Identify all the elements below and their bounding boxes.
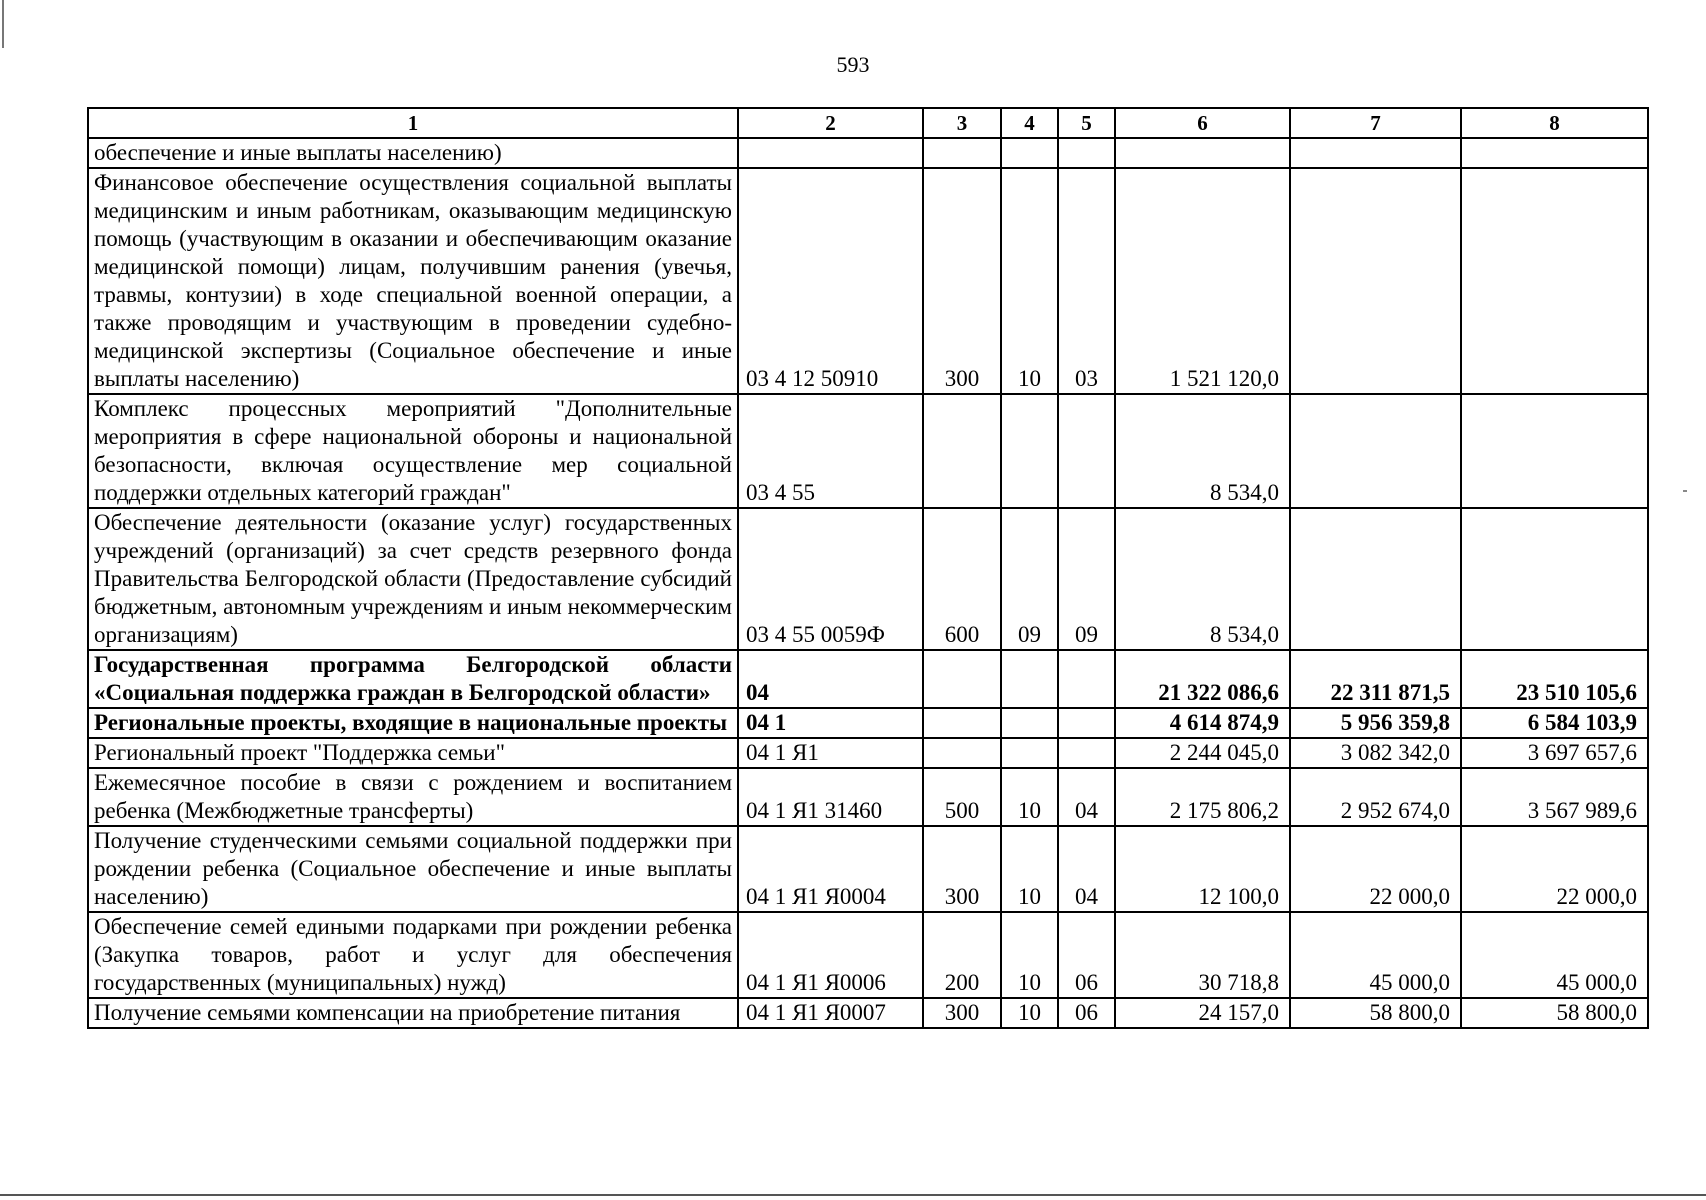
row-col5-cell: 03 xyxy=(1058,168,1115,394)
row-col3-cell xyxy=(923,650,1001,708)
row-value8-cell: 3 697 657,6 xyxy=(1461,738,1648,768)
row-code-cell: 04 1 Я1 xyxy=(738,738,923,768)
row-col4-cell xyxy=(1001,738,1058,768)
row-col3-cell xyxy=(923,394,1001,508)
row-col3-cell: 300 xyxy=(923,826,1001,912)
row-col5-cell: 04 xyxy=(1058,768,1115,826)
row-value8-cell: 22 000,0 xyxy=(1461,826,1648,912)
row-value6-cell xyxy=(1115,138,1290,168)
table-row xyxy=(88,826,1648,912)
row-value6-cell: 8 534,0 xyxy=(1115,508,1290,650)
row-value8-cell xyxy=(1461,138,1648,168)
row-col4-cell xyxy=(1001,650,1058,708)
row-name-cell: Региональный проект "Поддержка семьи" xyxy=(88,738,738,768)
row-code-cell: 03 4 55 0059Ф xyxy=(738,508,923,650)
row-value6-cell: 8 534,0 xyxy=(1115,394,1290,508)
header-cell-2: 2 xyxy=(738,108,923,138)
row-col4-cell: 10 xyxy=(1001,168,1058,394)
row-col3-cell xyxy=(923,138,1001,168)
header-cell-5: 5 xyxy=(1058,108,1115,138)
row-name-cell: Обеспечение деятельности (оказание услуг) государственных учреждений (организаций) за счет средств резервного фонда Правительства Белгородской области (Предоставление субсидий бюджетным, автономным учреждениям и иным некоммерческим организациям) xyxy=(88,508,738,650)
table-body xyxy=(88,138,1648,1028)
row-col4-cell xyxy=(1001,708,1058,738)
row-value8-cell xyxy=(1461,508,1648,650)
row-col5-cell xyxy=(1058,138,1115,168)
row-name-cell: обеспечение и иные выплаты населению) xyxy=(88,138,738,168)
row-value7-cell: 58 800,0 xyxy=(1290,998,1461,1028)
table-row xyxy=(88,912,1648,998)
budget-table xyxy=(87,107,1649,1029)
row-code-cell: 04 1 Я1 Я0007 xyxy=(738,998,923,1028)
row-col4-cell: 10 xyxy=(1001,912,1058,998)
row-value7-cell: 22 311 871,5 xyxy=(1290,650,1461,708)
table-row xyxy=(88,768,1648,826)
row-value7-cell xyxy=(1290,168,1461,394)
row-col5-cell xyxy=(1058,708,1115,738)
row-value6-cell: 24 157,0 xyxy=(1115,998,1290,1028)
table-row xyxy=(88,998,1648,1028)
row-col3-cell xyxy=(923,708,1001,738)
row-code-cell: 03 4 12 50910 xyxy=(738,168,923,394)
row-value7-cell: 22 000,0 xyxy=(1290,826,1461,912)
row-col4-cell: 10 xyxy=(1001,998,1058,1028)
row-col3-cell: 600 xyxy=(923,508,1001,650)
row-col3-cell: 300 xyxy=(923,998,1001,1028)
row-value7-cell: 2 952 674,0 xyxy=(1290,768,1461,826)
row-value6-cell: 2 175 806,2 xyxy=(1115,768,1290,826)
row-value7-cell: 45 000,0 xyxy=(1290,912,1461,998)
row-code-cell: 04 1 Я1 Я0006 xyxy=(738,912,923,998)
table-row xyxy=(88,508,1648,650)
row-name-cell: Обеспечение семей едиными подарками при рождении ребенка (Закупка товаров, работ и услуг для обеспечения государственных (муниципальных) нужд) xyxy=(88,912,738,998)
row-value8-cell xyxy=(1461,168,1648,394)
row-name-cell: Получение студенческими семьями социальной поддержки при рождении ребенка (Социальное обеспечение и иные выплаты населению) xyxy=(88,826,738,912)
row-value6-cell: 30 718,8 xyxy=(1115,912,1290,998)
row-col3-cell: 300 xyxy=(923,168,1001,394)
row-col4-cell: 10 xyxy=(1001,768,1058,826)
row-value6-cell: 12 100,0 xyxy=(1115,826,1290,912)
row-value8-cell: 45 000,0 xyxy=(1461,912,1648,998)
row-name-cell: Комплекс процессных мероприятий "Дополнительные мероприятия в сфере национальной обороны и национальной безопасности, включая осуществление мер социальной поддержки отдельных категорий граждан" xyxy=(88,394,738,508)
header-cell-1: 1 xyxy=(88,108,738,138)
header-cell-6: 6 xyxy=(1115,108,1290,138)
row-col4-cell: 09 xyxy=(1001,508,1058,650)
row-col5-cell xyxy=(1058,394,1115,508)
row-name-cell: Получение семьями компенсации на приобретение питания xyxy=(88,998,738,1028)
header-row xyxy=(88,108,1648,138)
row-value8-cell xyxy=(1461,394,1648,508)
row-code-cell: 04 xyxy=(738,650,923,708)
row-value7-cell xyxy=(1290,394,1461,508)
row-col5-cell: 06 xyxy=(1058,998,1115,1028)
row-value8-cell: 3 567 989,6 xyxy=(1461,768,1648,826)
table-row xyxy=(88,650,1648,708)
row-code-cell xyxy=(738,138,923,168)
row-value8-cell: 58 800,0 xyxy=(1461,998,1648,1028)
row-name-cell: Государственная программа Белгородской области «Социальная поддержка граждан в Белгородской области» xyxy=(88,650,738,708)
row-col4-cell xyxy=(1001,394,1058,508)
scan-edge-mark xyxy=(2,0,4,48)
row-value7-cell xyxy=(1290,138,1461,168)
row-code-cell: 03 4 55 xyxy=(738,394,923,508)
table-row xyxy=(88,138,1648,168)
table-row xyxy=(88,708,1648,738)
row-name-cell: Региональные проекты, входящие в национальные проекты xyxy=(88,708,738,738)
row-value6-cell: 1 521 120,0 xyxy=(1115,168,1290,394)
header-cell-3: 3 xyxy=(923,108,1001,138)
row-value7-cell xyxy=(1290,508,1461,650)
row-col3-cell xyxy=(923,738,1001,768)
row-col3-cell: 500 xyxy=(923,768,1001,826)
row-value6-cell: 2 244 045,0 xyxy=(1115,738,1290,768)
row-name-cell: Финансовое обеспечение осуществления социальной выплаты медицинским и иным работникам, оказывающим медицинскую помощь (участвующим в оказании и обеспечивающим оказание медицинской помощи) лицам, получившим ранения (увечья, травмы, контузии) в ходе специальной военной операции, а также проводящим и участвующим в проведении судебно-медицинской экспертизы (Социальное обеспечение и иные выплаты населению) xyxy=(88,168,738,394)
scan-bottom-edge xyxy=(0,1194,1706,1196)
row-col5-cell: 04 xyxy=(1058,826,1115,912)
header-cell-4: 4 xyxy=(1001,108,1058,138)
row-value7-cell: 3 082 342,0 xyxy=(1290,738,1461,768)
row-col3-cell: 200 xyxy=(923,912,1001,998)
row-col4-cell: 10 xyxy=(1001,826,1058,912)
row-code-cell: 04 1 Я1 Я0004 xyxy=(738,826,923,912)
row-value6-cell: 4 614 874,9 xyxy=(1115,708,1290,738)
row-name-cell: Ежемесячное пособие в связи с рождением и воспитанием ребенка (Межбюджетные трансферты) xyxy=(88,768,738,826)
row-col5-cell: 09 xyxy=(1058,508,1115,650)
row-code-cell: 04 1 xyxy=(738,708,923,738)
row-value7-cell: 5 956 359,8 xyxy=(1290,708,1461,738)
row-col5-cell xyxy=(1058,738,1115,768)
table-row xyxy=(88,394,1648,508)
table-row xyxy=(88,738,1648,768)
row-col4-cell xyxy=(1001,138,1058,168)
scan-dot xyxy=(1683,490,1687,492)
row-code-cell: 04 1 Я1 31460 xyxy=(738,768,923,826)
row-value8-cell: 6 584 103,9 xyxy=(1461,708,1648,738)
page-number: 593 xyxy=(836,52,870,77)
header-cell-8: 8 xyxy=(1461,108,1648,138)
row-col5-cell: 06 xyxy=(1058,912,1115,998)
header-cell-7: 7 xyxy=(1290,108,1461,138)
table-row xyxy=(88,168,1648,394)
row-value8-cell: 23 510 105,6 xyxy=(1461,650,1648,708)
row-value6-cell: 21 322 086,6 xyxy=(1115,650,1290,708)
row-col5-cell xyxy=(1058,650,1115,708)
